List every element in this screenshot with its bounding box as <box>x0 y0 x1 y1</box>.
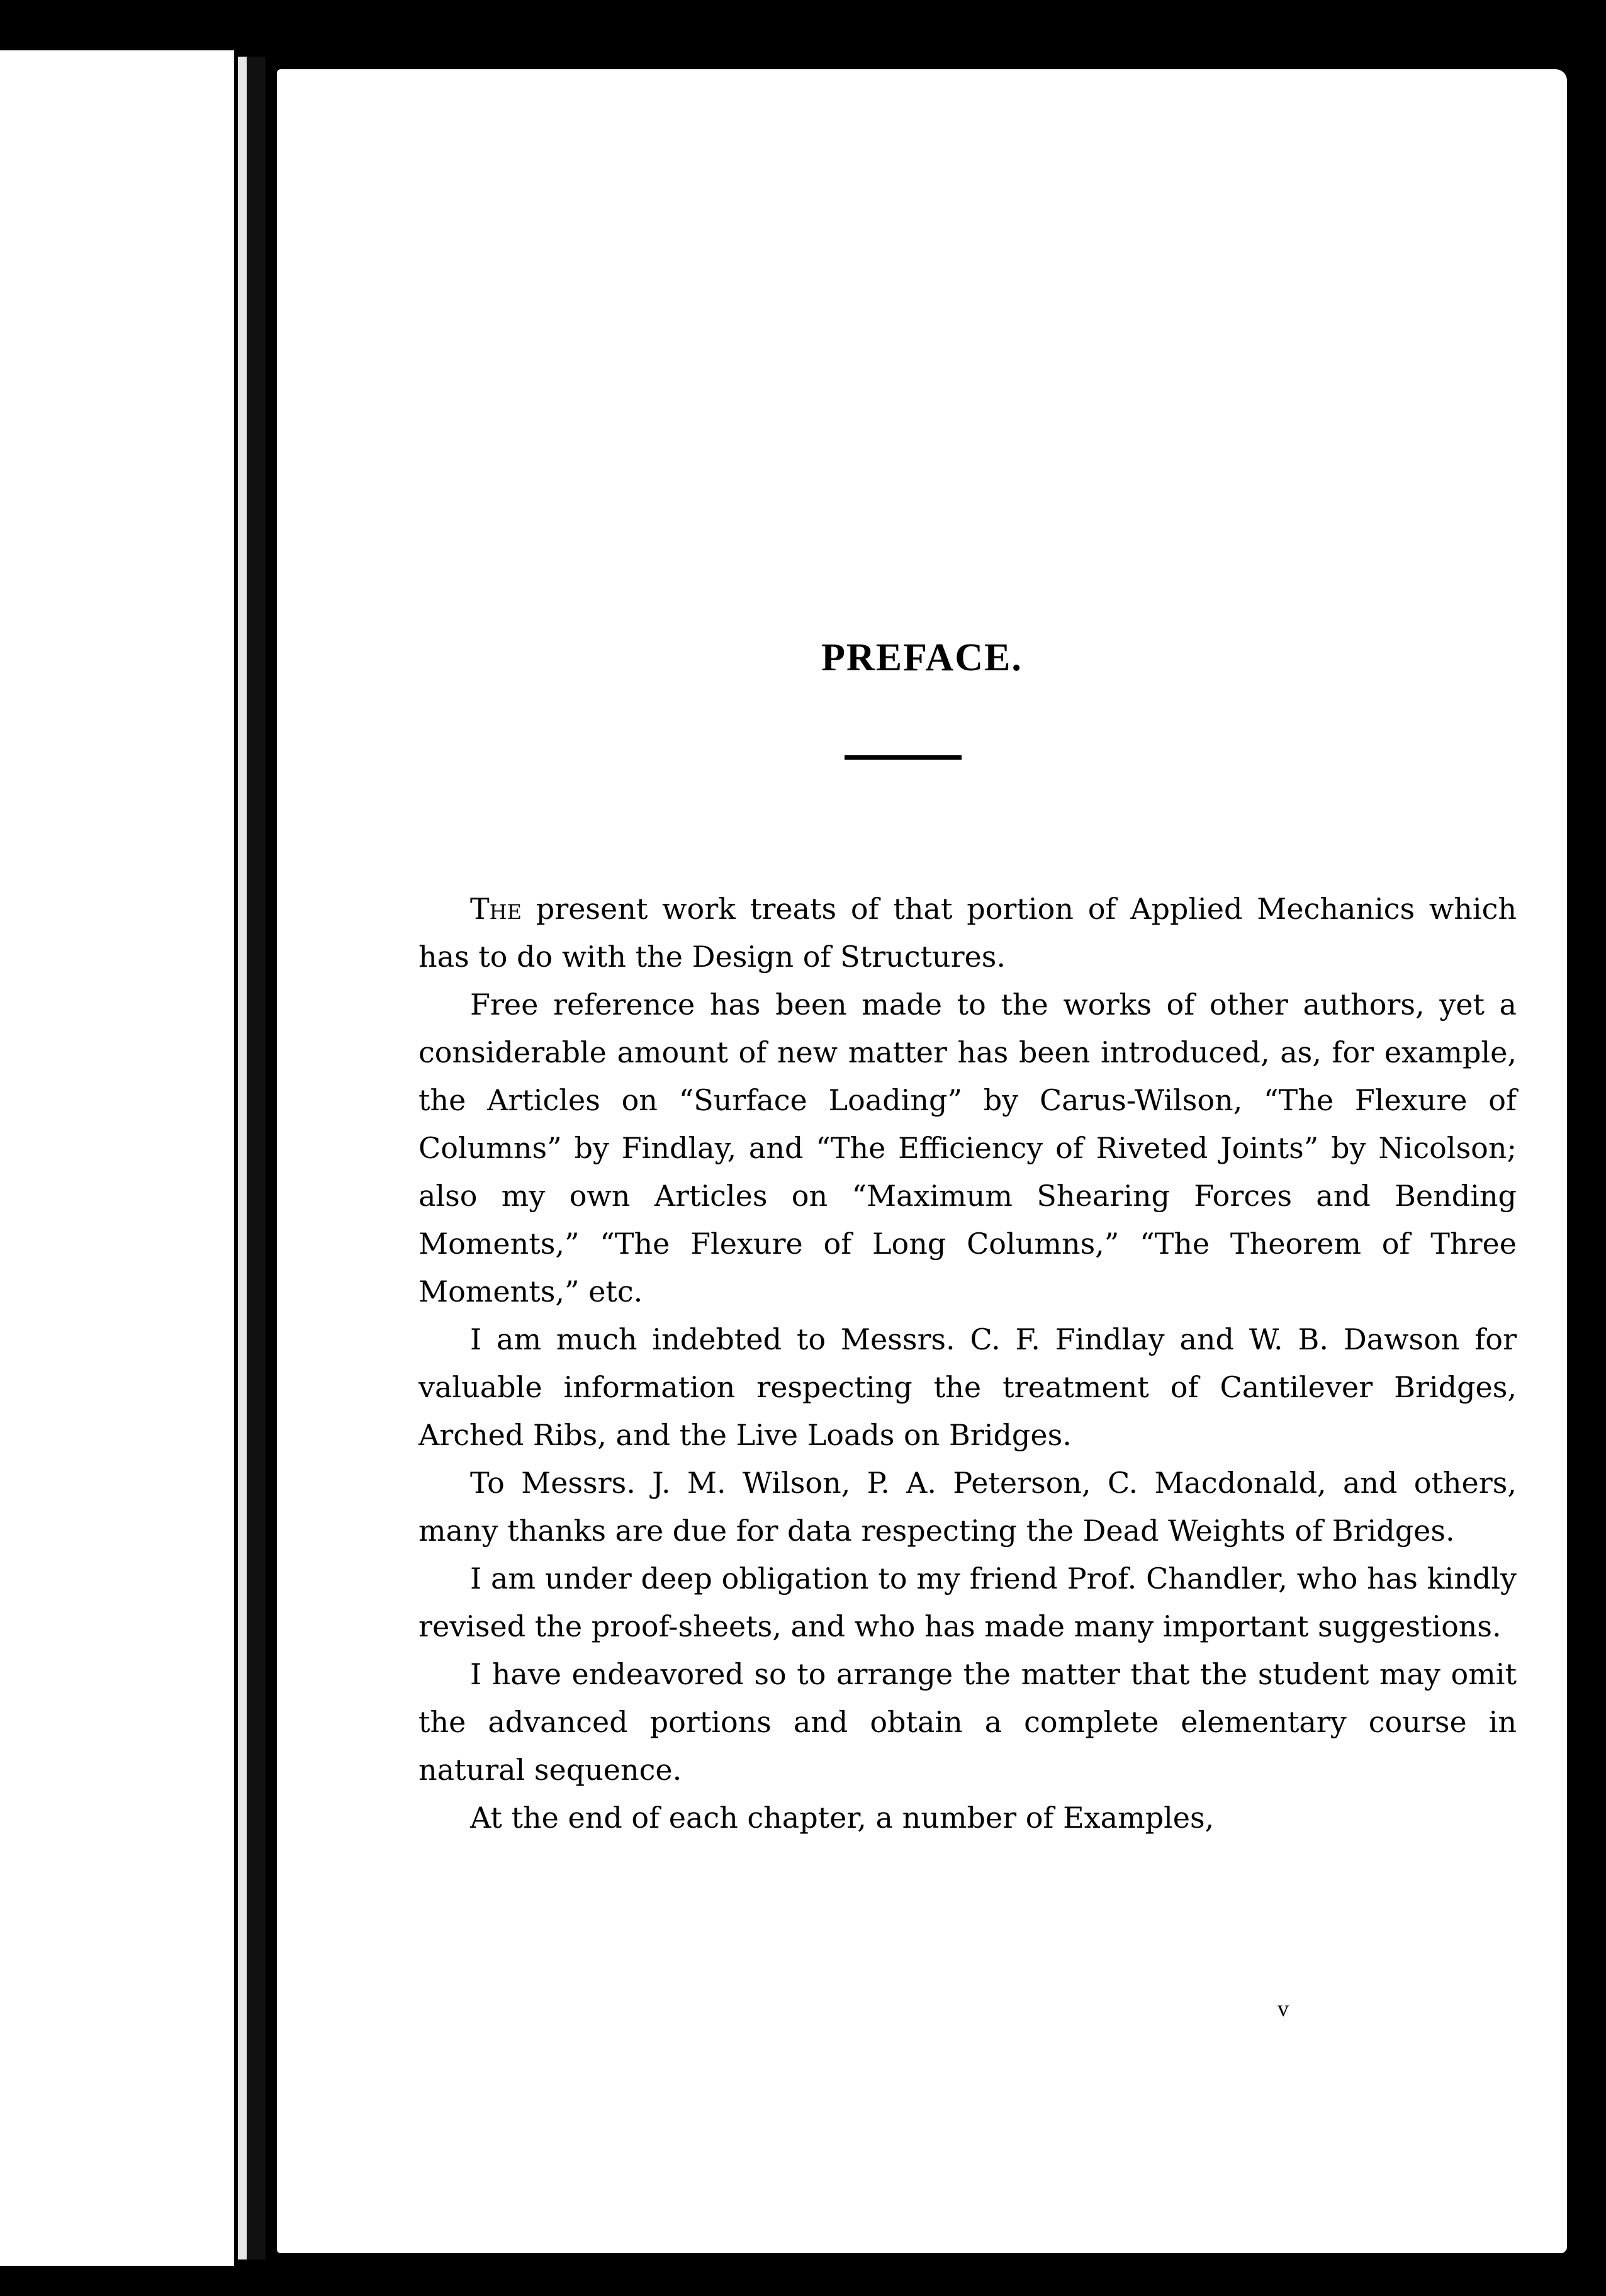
paragraph-4 <box>418 1459 1517 1555</box>
scan-speck <box>76 2115 89 2129</box>
paragraph-2 <box>418 981 1517 1315</box>
paragraph-text: To Messrs. J. M. Wilson, P. A. Peterson, C. Macdonald, and others, many thanks are due for data respecting the Dead Weights of Bridges. <box>418 1466 1517 1548</box>
facing-page-edge <box>0 50 234 2266</box>
page-gutter-shadow <box>238 57 247 2259</box>
page-number: v <box>1278 1996 1289 2021</box>
paragraph-5 <box>418 1555 1517 1650</box>
scan-speck <box>126 2121 149 2144</box>
paragraph-text: Free reference has been made to the works of other authors, yet a considerable amount of new matter has been introduced, as, for example, the Articles on “Surface Loading” by Carus-Wilson, “The Flexure of Columns” by Findlay, and “The Efficiency of Riveted Joints” by Nicolson; also my own Articles on “Maximum Shearing Forces and Bending Moments,” “The Flexure of Long Columns,” “The Theorem of Three Moments,” etc. <box>418 988 1517 1308</box>
paragraph-3 <box>418 1315 1517 1459</box>
title-divider-rule <box>845 755 962 760</box>
paragraph-text: At the end of each chapter, a number of Examples, <box>470 1801 1215 1835</box>
paragraph-7 <box>418 1794 1517 1842</box>
paragraph-text: I am under deep obligation to my friend Prof. Chandler, who has kindly revised the proof-sheets, and who has made many important suggestions. <box>418 1562 1517 1643</box>
book-binding-gutter <box>247 57 266 2259</box>
scan-speck <box>1045 53 1064 67</box>
page-title: PREFACE. <box>821 636 1023 679</box>
paragraph-1 <box>418 885 1517 981</box>
paragraph-6 <box>418 1650 1517 1794</box>
paragraph-text: I am much indebted to Messrs. C. F. Findlay and W. B. Dawson for valuable information respecting the treatment of Cantilever Bridges, Arched Ribs, and the Live Loads on Bridges. <box>418 1322 1517 1452</box>
paragraph-text: I have endeavored so to arrange the matter that the student may omit the advanced portions and obtain a complete elementary course in natural sequence. <box>418 1657 1517 1787</box>
paragraph-lead: The <box>470 892 522 926</box>
preface-page <box>277 69 1567 2253</box>
preface-body <box>418 885 1517 1842</box>
paragraph-text: present work treats of that portion of Applied Mechanics which has to do with the Design of Structures. <box>418 892 1517 974</box>
